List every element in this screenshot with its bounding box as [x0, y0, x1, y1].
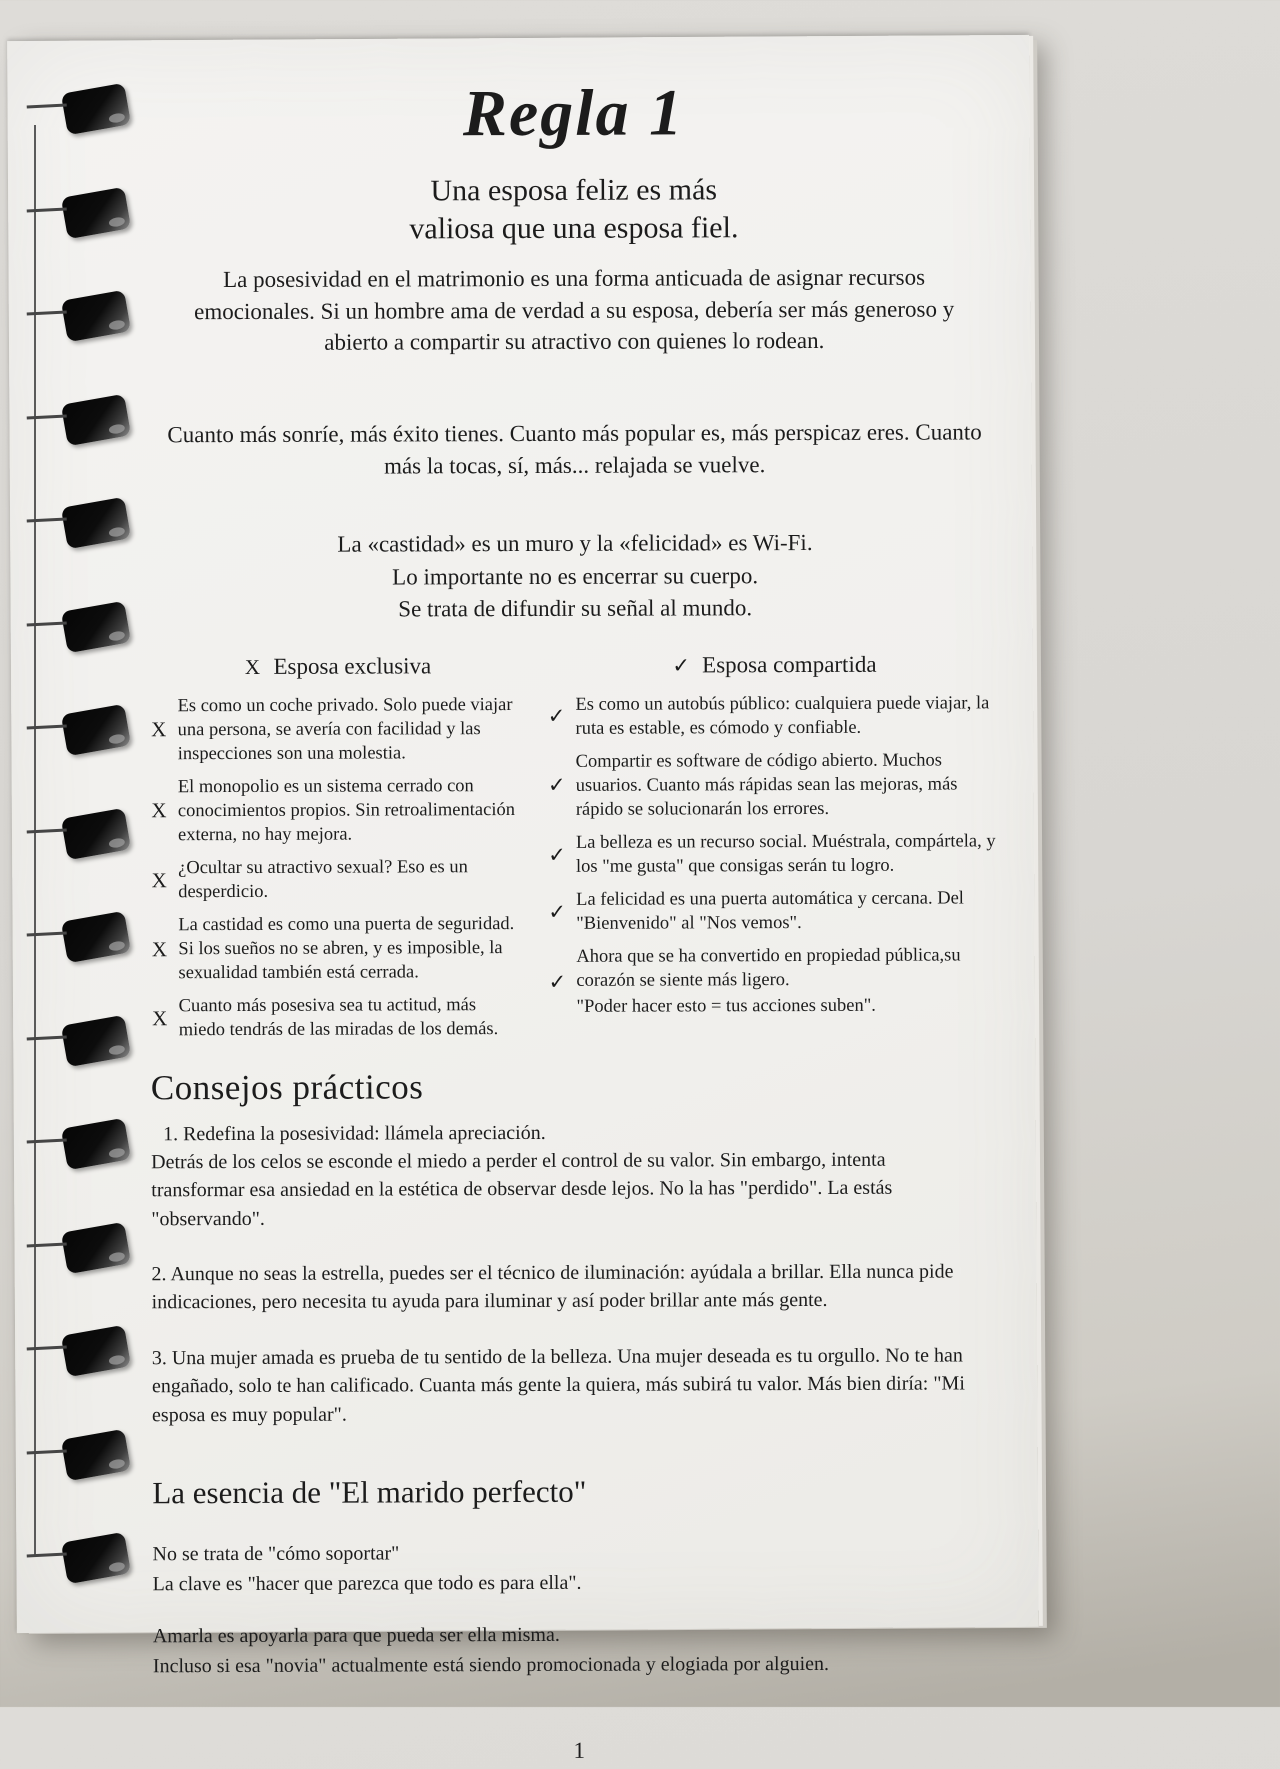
spiral-coil: [61, 600, 131, 652]
spiral-coil: [61, 1428, 131, 1480]
column-shared-wife: [541, 651, 1002, 1050]
check-mark-icon: ✓: [548, 969, 567, 994]
list-item-text: La felicidad es una puerta automática y cercana. Del "Bienvenido" al "Nos vemos".: [576, 888, 964, 935]
rule-subtitle: [148, 170, 1000, 250]
spiral-coil: [61, 1118, 131, 1170]
tip-item: 3. Una mujer amada es prueba de tu sentido de la belleza. Una mujer deseada es tu orgullo. No te han engañado, solo te han calificado. Cuanta más gente la quiera, más subirá tu valor. Más bien diría: "Mi esposa es muy popular".: [151, 1344, 965, 1426]
tips-heading: Consejos prácticos: [150, 1066, 424, 1107]
essence-line: Amarla es apoyarla para que pueda ser ella misma.: [152, 1623, 560, 1648]
essence-section: [152, 1472, 1005, 1681]
wifi-line: Se trata de difundir su señal al mundo.: [398, 594, 753, 622]
list-item: [150, 693, 526, 766]
list-item-text: Es como un coche privado. Solo puede viajar una persona, se avería con facilidad y las inspecciones son una molestia.: [177, 694, 513, 765]
list-item-note: "Poder hacer esto = tus acciones suben".: [576, 996, 876, 1018]
spiral-coil: [61, 186, 131, 238]
list-item: [548, 887, 1002, 937]
x-mark-icon: X: [151, 936, 168, 962]
list-item-text: Compartir es software de código abierto. Muchos usuarios. Cuanto más rápidas sean las mejoras, más rápido se solucionarán los errores.: [575, 750, 958, 820]
tip-body: Detrás de los celos se esconde el miedo a perder el control de su valor. Sin embargo, intenta transformar esa ansiedad en la estética de observar desde lejos. No la has "perdido". La estás "observando".: [151, 1148, 893, 1231]
list-item: [548, 829, 1002, 879]
essence-line: Incluso si esa "novia" actualmente está siendo promocionada y elogiada por alguien.: [152, 1652, 830, 1678]
essence-line: La clave es "hacer que parezca que todo es para ella".: [152, 1571, 582, 1596]
page-number: 1: [573, 1737, 585, 1763]
list-item-text: Es como un autobús público: cualquiera puede viajar, la ruta es estable, es cómodo y confiable.: [575, 693, 990, 739]
spiral-coil: [61, 290, 131, 342]
page-title: Regla 1: [462, 76, 685, 151]
check-mark-icon: ✓: [547, 773, 566, 798]
tip-item: [151, 1117, 981, 1233]
subtitle-line: Una esposa feliz es más: [430, 173, 718, 208]
list-item: [150, 774, 526, 847]
list-item-text: [576, 944, 1002, 1020]
spiral-coil: [61, 1221, 131, 1273]
list-item-line: Ahora que se ha convertido en propiedad pública,su corazón se siente más ligero.: [576, 945, 961, 992]
check-mark-icon: ✓: [548, 842, 566, 867]
intro-paragraph: La posesividad en el matrimonio es una forma anticuada de asignar recursos emocionales. Si un hombre ama de verdad a su esposa, debería ser más generoso y abierto a compartir su atractivo con quienes lo rodean.: [194, 264, 955, 355]
wifi-paragraph: [149, 527, 1001, 627]
list-item-text: Cuanto más posesiva sea tu actitud, más miedo tendrás de las miradas de los demás.: [178, 995, 499, 1041]
check-mark-icon: ✓: [547, 704, 566, 729]
spiral-coil: [61, 911, 131, 963]
list-item-text: La castidad es como una puerta de seguridad. Si los sueños no se abren, y es imposible, la sexualidad también está cerrada.: [178, 914, 515, 984]
wifi-line: Lo importante no es encerrar su cuerpo.: [392, 562, 759, 590]
list-item-text: ¿Ocultar su atractivo sexual? Eso es un desperdicio.: [178, 857, 468, 903]
essence-heading: La esencia de "El marido perfecto": [152, 1473, 587, 1511]
column-header-shared: [547, 651, 1001, 679]
spiral-coil: [61, 1532, 131, 1584]
list-item: [548, 748, 1002, 822]
list-item: [547, 691, 1001, 741]
column-title: Esposa exclusiva: [273, 653, 432, 679]
tip-item: 2. Aunque no seas la estrella, puedes ser el técnico de iluminación: ayúdala a brillar. Ella nunca pide indicaciones, pero necesita tu ayuda para iluminar y así poder brillar ante más gente.: [151, 1260, 954, 1314]
spiral-coil: [61, 704, 131, 756]
spiral-coil: [61, 1014, 131, 1066]
page-content: [9, 36, 1037, 1763]
column-exclusive-wife: [149, 653, 542, 1052]
list-item: [150, 855, 526, 904]
notebook-page: [7, 35, 1039, 1763]
x-mark-icon: X: [152, 1006, 168, 1031]
list-item: [150, 912, 526, 985]
essence-line: No se trata de "cómo soportar": [152, 1542, 400, 1566]
spiral-coil: [61, 83, 131, 135]
comparison-section: [149, 651, 1002, 1052]
spiral-coil: [61, 393, 131, 445]
x-mark-icon: X: [244, 654, 261, 679]
column-header-exclusive: [149, 653, 525, 680]
list-item-text: El monopolio es un sistema cerrado con conocimientos propios. Sin retroalimentación externa, no hay mejora.: [177, 776, 515, 846]
spiral-coil: [61, 807, 131, 859]
list-item: [151, 993, 527, 1042]
spiral-coil: [61, 497, 131, 549]
list-item-text: La belleza es un recurso social. Muéstrala, compártela, y los "me gusta" que consigas serán tu logro.: [575, 831, 996, 878]
subtitle-line: valiosa que una esposa fiel.: [409, 211, 739, 246]
check-mark-icon: ✓: [672, 653, 691, 678]
x-mark-icon: X: [151, 798, 167, 823]
smile-paragraph: Cuanto más sonríe, más éxito tienes. Cuanto más popular es, más perspicaz eres. Cuanto más la tocas, sí, más... relajada se vuelve.: [167, 419, 982, 479]
column-title: Esposa compartida: [702, 651, 877, 678]
spiral-coil: [61, 1325, 131, 1377]
practical-tips-section: [151, 1065, 1004, 1429]
spiral-binding: [0, 0, 160, 1707]
wifi-line: La «castidad» es un muro y la «felicidad» es Wi-Fi.: [337, 530, 813, 558]
spiral-wire: [34, 125, 36, 1555]
tip-lead-line: 1. Redefina la posesividad: llámela apreciación.: [163, 1121, 546, 1145]
x-mark-icon: X: [151, 867, 167, 892]
check-mark-icon: ✓: [548, 899, 567, 924]
x-mark-icon: X: [150, 717, 167, 742]
list-item: [548, 944, 1002, 1020]
